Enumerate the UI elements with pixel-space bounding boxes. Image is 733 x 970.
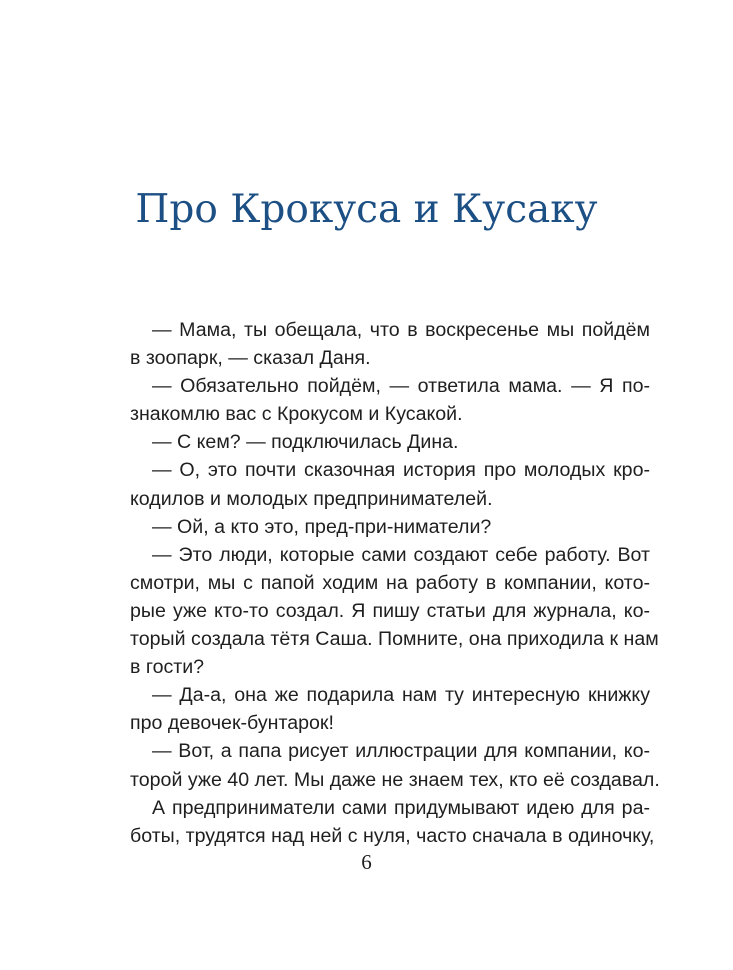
- text-line: А предприниматели сами придумывают идею для ра-: [152, 796, 650, 819]
- text-line: про девочек-бунтарок!: [130, 712, 334, 735]
- text-line: — Мама, ты обещала, что в воскресенье мы пойдём: [152, 319, 650, 341]
- text-line: — Вот, а папа рисует иллюстрации для компании, ко-: [152, 740, 650, 763]
- text-line: — Обязательно пойдём, — ответила мама. — Я по-: [152, 375, 650, 398]
- text-line: в зоопарк, — сказал Даня.: [130, 347, 371, 370]
- text-line: боты, трудятся над ней с нуля, часто сначала в одиночку,: [130, 824, 655, 847]
- page-number: 6: [361, 850, 372, 874]
- text-line: смотри, мы с папой ходим на работу в компании, кото-: [130, 571, 650, 594]
- text-line: знакомлю вас с Крокусом и Кусакой.: [130, 403, 463, 426]
- text-line: торый создала тётя Саша. Помните, она приходила к нам: [130, 628, 659, 651]
- text-line: — Ой, а кто это, пред-при-ниматели?: [152, 515, 492, 538]
- text-line: рые уже кто-то создал. Я пишу статьи для журнала, ко-: [130, 599, 650, 622]
- chapter-text: [130, 316, 660, 850]
- text-line: — О, это почти сказочная история про молодых кро-: [152, 459, 650, 482]
- text-line: — С кем? — подключилась Дина.: [152, 431, 459, 454]
- text-line: кодилов и молодых предпринимателей.: [130, 487, 493, 510]
- text-line: торой уже 40 лет. Мы даже не знаем тех, кто её создавал.: [130, 768, 660, 791]
- text-line: в гости?: [130, 656, 205, 679]
- chapter-title: Про Крокуса и Кусаку: [135, 187, 598, 232]
- text-line: — Да-а, она же подарила нам ту интересную книжку: [152, 684, 650, 707]
- text-line: — Это люди, которые сами создают себе работу. Вот: [152, 543, 650, 566]
